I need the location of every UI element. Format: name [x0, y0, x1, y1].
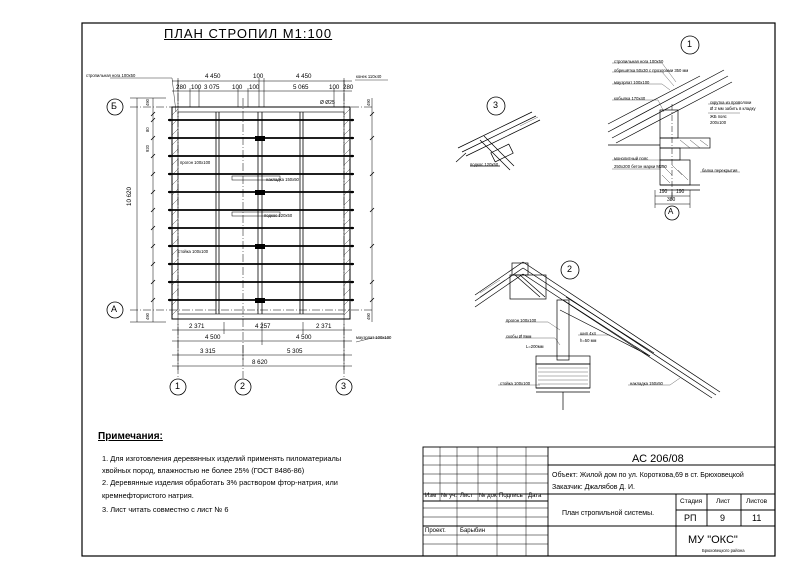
tb-col-list: Лист: [460, 493, 474, 499]
dim-right-first: 490: [366, 99, 371, 106]
dim-left-big: 920: [145, 145, 150, 152]
d2-label-len: L=200мм: [526, 344, 544, 349]
d1-label-11: балка перекрытия: [702, 168, 738, 173]
dim-bot3-1: 3 315: [200, 348, 216, 355]
tb-sheets-h: Листов: [746, 498, 768, 505]
d1-label-4: кобылка 170х40: [614, 96, 646, 101]
tb-col-uch: № уч.: [441, 493, 457, 499]
dim-top2-1: 280: [176, 84, 187, 91]
dim-top-3: 4 450: [296, 73, 312, 80]
dim-bot-2: 4 257: [255, 323, 271, 330]
label-ridge-board: конек 110х40: [356, 74, 382, 79]
d2-label-h: h=50 мм: [580, 338, 597, 343]
axis-label-a: А: [111, 304, 118, 314]
callout-2: 2: [567, 264, 573, 274]
d1-label-9: монолитный пояс: [614, 156, 649, 161]
callout-section-a: А: [668, 207, 674, 216]
tb-code: АС 206/08: [632, 453, 684, 465]
dim-top2-7: 280: [343, 84, 354, 91]
dim-top-1: 4 450: [205, 73, 221, 80]
d1-dim-1: 190: [659, 189, 668, 195]
dim-left-small: 80: [145, 127, 150, 132]
label-purlin: прогон 100х100: [180, 160, 211, 165]
label-bolt: Ø Ø25: [320, 100, 335, 106]
d1-dim-3: 380: [667, 197, 676, 203]
note-line-1: 1. Для изготовления деревянных изделий применять пиломатериалы: [102, 454, 342, 463]
callout-1: 1: [687, 39, 693, 49]
dim-top2-3: 3 075: [204, 84, 220, 91]
d1-label-5: скрутка из проволоки: [710, 100, 752, 105]
dim-right-last: 490: [366, 313, 371, 320]
tb-col-sign: Подпись: [499, 493, 523, 499]
label-overlay: накладка 150х50: [266, 177, 299, 182]
label-rafter-leg: стропильная нога 100х50: [86, 73, 136, 78]
label-mauerlat: мауэрлат 100х100: [356, 335, 392, 340]
tb-col-doc: № док: [479, 493, 497, 499]
tb-stage: РП: [684, 513, 697, 523]
dim-left-total: 10 620: [126, 187, 133, 206]
dim-top2-6: 100: [329, 84, 340, 91]
callout-3: 3: [493, 100, 499, 110]
tb-org-sub: Брюховецкого района: [702, 548, 745, 553]
dim-bot3-2: 5 305: [287, 348, 303, 355]
tb-object: Объект: Жилой дом по ул. Коротковa,69 в ст. Брюховецкой: [552, 472, 744, 479]
dim-left-last: 490: [145, 313, 150, 320]
dim-top2-a: 100: [191, 84, 202, 91]
tb-col-date: Дата: [528, 493, 542, 499]
d2-label-overlay: накладка 150х50: [630, 381, 663, 386]
tb-sheet: 9: [720, 513, 726, 523]
notes-heading: Примечания:: [98, 431, 163, 442]
d1-label-6: Ø 2 мм забить в кладку: [710, 106, 756, 111]
d3-label-strut: подкос 120х50: [470, 162, 499, 167]
dim-bot2-2: 4 500: [296, 334, 312, 341]
d1-label-8: 200х100: [710, 120, 727, 125]
tb-designer: Барыбин: [460, 528, 486, 534]
dim-top2-2: 100: [249, 84, 260, 91]
dim-bot2-1: 4 500: [205, 334, 221, 341]
tb-sheet-name: План стропильной системы.: [562, 510, 655, 517]
dim-top2-5: 5 065: [293, 84, 309, 91]
axis-label-b: Б: [111, 101, 117, 111]
axis-label-1: 1: [175, 381, 181, 391]
axis-label-2: 2: [240, 381, 246, 391]
dim-left-first: 490: [145, 99, 150, 106]
d2-label-post: стойка 100х100: [500, 381, 531, 386]
dim-top-2: 100: [253, 73, 264, 80]
note-line-3: 2. Деревянные изделия обработать 3% раствором фтор-натрия, или: [102, 478, 338, 487]
dim-bot-total: 8 620: [252, 359, 268, 366]
tb-col-izm: Изм: [425, 493, 437, 499]
d1-label-7: ЖБ пояс: [710, 114, 727, 119]
tb-customer: Заказчик: Джалябов Д. И.: [552, 484, 636, 491]
dim-top2-b: 100: [232, 84, 243, 91]
plan-title: ПЛАН СТРОПИЛ М1:100: [164, 26, 333, 41]
dim-bot-3: 2 371: [316, 323, 332, 330]
rafter-plan: [107, 78, 390, 395]
d1-label-2: обрешётка 50х30 с прозорами 350 мм: [614, 68, 689, 73]
dim-bot-1: 2 371: [189, 323, 205, 330]
d2-label-staples: скобы Ø 8мм: [506, 334, 532, 339]
d1-label-3: мауэрлат 100х100: [614, 80, 650, 85]
tb-project-label: Проект.: [425, 528, 446, 534]
d1-label-1: стропильная нога 100х50: [614, 59, 664, 64]
d1-dim-2: 190: [676, 189, 685, 195]
tb-sheet-h: Лист: [716, 498, 731, 505]
label-post: стойка 100х100: [178, 249, 209, 254]
d1-label-10: 250х200 бетон марки М200: [614, 164, 667, 169]
label-strut: подкос 120х50: [264, 213, 293, 218]
note-line-4: кремнефтористого натрия.: [102, 491, 194, 500]
tb-sheets: 11: [752, 513, 762, 523]
tb-org: МУ "ОКС": [688, 534, 738, 546]
note-line-5: 3. Лист читать совместно с лист № 6: [102, 505, 229, 514]
axis-label-3: 3: [341, 381, 347, 391]
d2-label-purlin: прогон 100х100: [506, 318, 537, 323]
note-line-2: хвойных пород, влажностью не более 25% (ГОСТ 8486-86): [102, 466, 305, 475]
d2-label-dowel: шип 4х4: [580, 331, 596, 336]
tb-stage-h: Стадия: [680, 498, 703, 505]
